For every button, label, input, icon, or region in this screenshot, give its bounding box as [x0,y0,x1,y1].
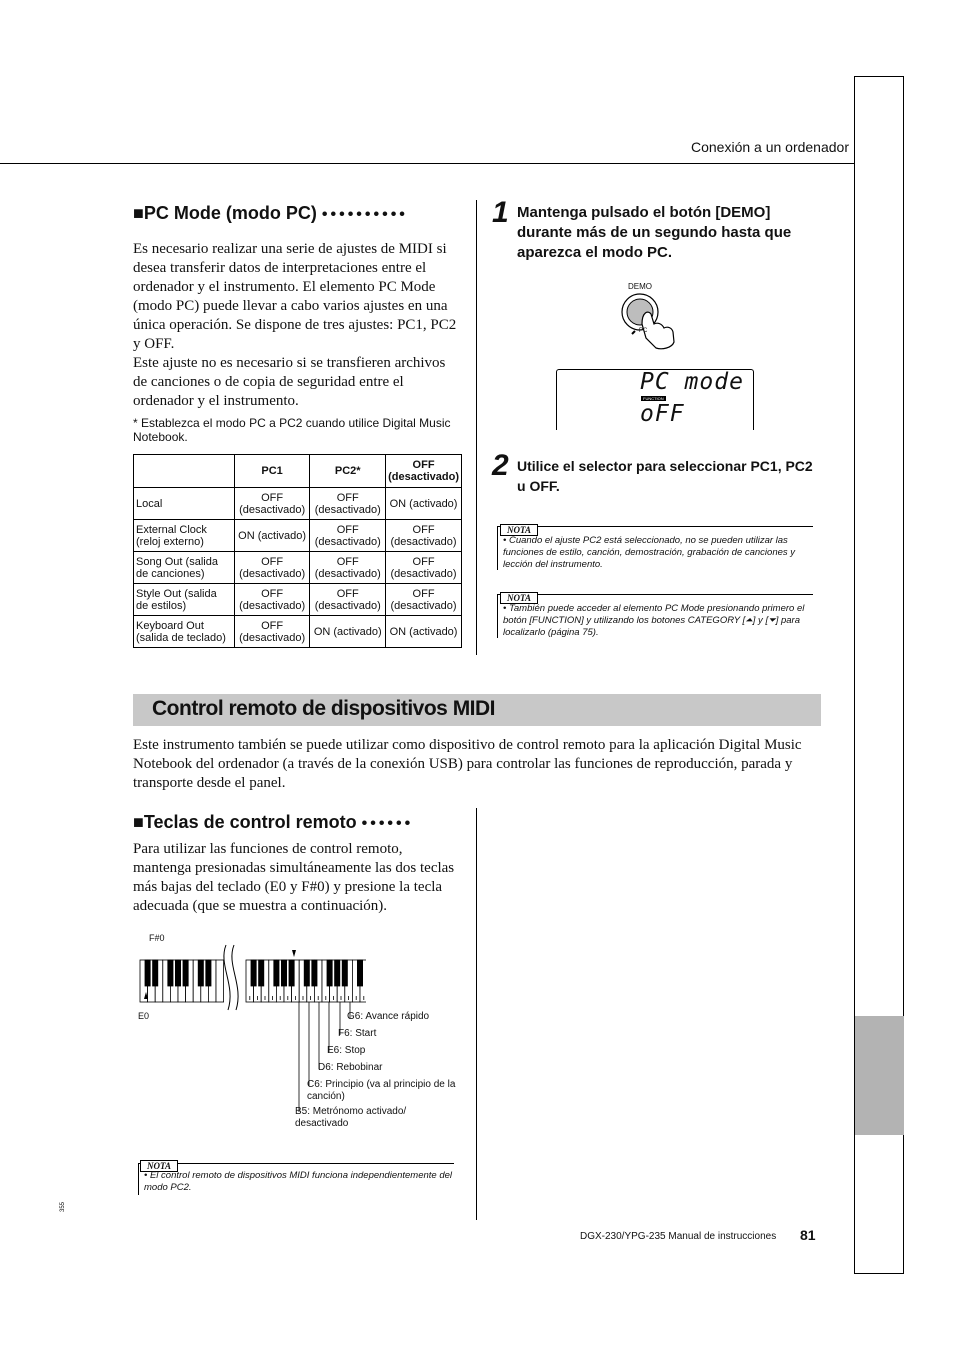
nota2-part: • También puede acceder al elemento PC Mode presionando primero el botón [FUNCTION] y utilizando los botones CATEGORY [ [503,603,805,626]
nota-rule [138,1163,454,1164]
remote-keys-paragraph: Para utilizar las funciones de control remoto, mantenga presionadas simultáneamente las dos teclas más bajas del teclado (E0 y F#0) y presione la tecla adecuada (que se muestra a continuación). [133,841,455,914]
pc-mode-heading [133,203,408,224]
break-mark [232,945,238,1010]
black-key [183,960,188,986]
heading-square: ■ [133,812,144,832]
step1-text: Mantenga pulsado el botón [DEMO] durante más de un segundo hasta que aparezca el modo PC. [517,204,792,261]
column-divider [476,808,477,1220]
table-header-cell [134,455,235,488]
table-row [134,488,462,520]
black-key [357,960,362,986]
nota2-part: ] para localizarlo (página 75). [503,615,800,638]
heading-text: PC Mode (modo PC) [143,203,317,223]
midi-intro: Este instrumento también se puede utilizar como dispositivo de control remoto para la aplicación Digital Music Notebook del ordenador (a través de la conexión USB) para controlar las funciones de reproducción, parada y transporte desde el panel. [133,737,802,791]
black-key [289,960,294,986]
table-cell: OFF (desactivado) [310,584,386,616]
step1-number: 1 [492,196,509,229]
key-label-b5: B5: Metrónomo activado/ desactivado [295,1106,407,1129]
heading-dots: •••••••••• [321,206,408,223]
table-cell: Local [134,488,235,520]
section-title: Control remoto de dispositivos MIDI [152,697,496,720]
lcd-line2: oFF [640,401,685,427]
demo-label: DEMO [628,282,652,291]
remote-keys-heading [133,812,413,833]
key-fs0-label: F#0 [149,933,165,943]
table-cell: OFF (desactivado) [386,584,462,616]
lcd-function-indicator: FUNCTION [643,396,664,401]
black-key [168,960,173,986]
column-divider [476,200,477,655]
heading-text: Teclas de control remoto [143,812,357,832]
black-key [259,960,264,986]
table-cell: OFF (desactivado) [234,488,310,520]
table-cell: OFF (desactivado) [386,520,462,552]
table-cell: OFF (desactivado) [386,552,462,584]
heading-dots: •••••• [361,815,414,832]
heading-square: ■ [133,203,144,223]
key-label-e6: E6: Stop [327,1045,366,1056]
lcd-line1: PC mode [640,369,744,395]
page-code: 355 [60,1201,66,1212]
black-key [145,960,150,986]
black-key [251,960,256,986]
manual-name: DGX-230/YPG-235 Manual de instrucciones [580,1231,777,1242]
nota-side-rule [138,1163,139,1195]
table-cell: External Clock (reloj externo) [134,520,235,552]
pc-mode-paragraph2: Este ajuste no es necesario si se transfieren archivos de canciones o de copia de seguridad entre el ordenador y el instrumento. [133,355,446,409]
nota-bottom-text: • El control remoto de dispositivos MIDI funciona independientemente del modo PC2. [144,1170,453,1193]
black-key [198,960,203,986]
page-number: 81 [800,1227,816,1243]
table-row [134,552,462,584]
table-cell: ON (activado) [234,520,310,552]
chapter-title: Conexión a un ordenador [690,139,849,155]
key-e0-label: E0 [138,1011,150,1021]
black-key [281,960,286,986]
pencil-mark-icon [632,331,635,334]
table-header-cell: OFF (desactivado) [386,455,462,488]
pc-mode-paragraph1: Es necesario realizar una serie de ajustes de MIDI si desea transferir datos de interpretaciones entre el ordenador y el instrumento. El elemento PC Mode (modo PC) puede llevar a cabo varios ajustes en una única operación. Se dispone de tres ajustes: PC1, PC2 y OFF. [133,241,457,352]
table-row [134,616,462,648]
pc-mode-footnote: * Establezca el modo PC a PC2 cuando utilice Digital Music Notebook. [133,416,451,444]
arrow-down-icon: ⏷ [768,615,776,626]
nota1-text: • Cuando el ajuste PC2 está seleccionado, no se pueden utilizar las funciones de estilo, canción, demostración, grabación de canciones y lección del instrumento. [503,535,796,570]
table-cell: Song Out (salida de canciones) [134,552,235,584]
black-key [335,960,340,986]
nota2-part: ] y [ [752,615,769,626]
black-key [206,960,211,986]
nota-rule [497,526,813,527]
pc-mode-table [133,454,462,648]
nota-label-text: NOTA [140,1160,178,1172]
white-key [216,960,224,1002]
nota-label-text: NOTA [500,592,538,604]
nota-label-text: NOTA [500,524,538,536]
black-key [342,960,347,986]
table-cell: ON (activado) [310,616,386,648]
break-mark [224,945,230,1010]
nota2-text [503,603,815,639]
black-key [304,960,309,986]
side-tab-marker [855,1016,904,1135]
table-cell: OFF (desactivado) [310,552,386,584]
table-cell: ON (activado) [386,488,462,520]
table-cell: ON (activado) [386,616,462,648]
nota-side-rule [497,594,498,638]
black-key [312,960,317,986]
demo-button-illustration [612,290,682,352]
table-cell: OFF (desactivado) [234,616,310,648]
table-cell: Keyboard Out (salida de teclado) [134,616,235,648]
table-cell: OFF (desactivado) [310,488,386,520]
table-header-cell: PC1 [234,455,310,488]
step2-number: 2 [492,449,509,482]
black-key [175,960,180,986]
black-key [153,960,158,986]
black-key [327,960,332,986]
key-label-f6: F6: Start [338,1028,377,1039]
table-row [134,520,462,552]
arrow-down-icon [292,950,296,957]
step2-text: Utilice el selector para seleccionar PC1, PC2 u OFF. [517,458,813,494]
table-cell: Style Out (salida de estilos) [134,584,235,616]
key-label-d6: D6: Rebobinar [318,1062,383,1073]
table-row [134,584,462,616]
table-cell: OFF (desactivado) [310,520,386,552]
table-cell: OFF (desactivado) [234,552,310,584]
black-key [274,960,279,986]
key-label-g6: G6: Avance rápido [347,1011,430,1022]
table-header-row [134,455,462,488]
nota-side-rule [497,526,498,570]
header-rule [0,163,854,164]
key-label-c6: C6: Principio (va al principio de la canción) [307,1079,456,1102]
pc-sub-label: PC [639,328,648,334]
arrow-up-icon: ⏶ [745,615,753,626]
table-header-cell: PC2* [310,455,386,488]
nota-rule [497,594,813,595]
table-cell: OFF (desactivado) [234,584,310,616]
